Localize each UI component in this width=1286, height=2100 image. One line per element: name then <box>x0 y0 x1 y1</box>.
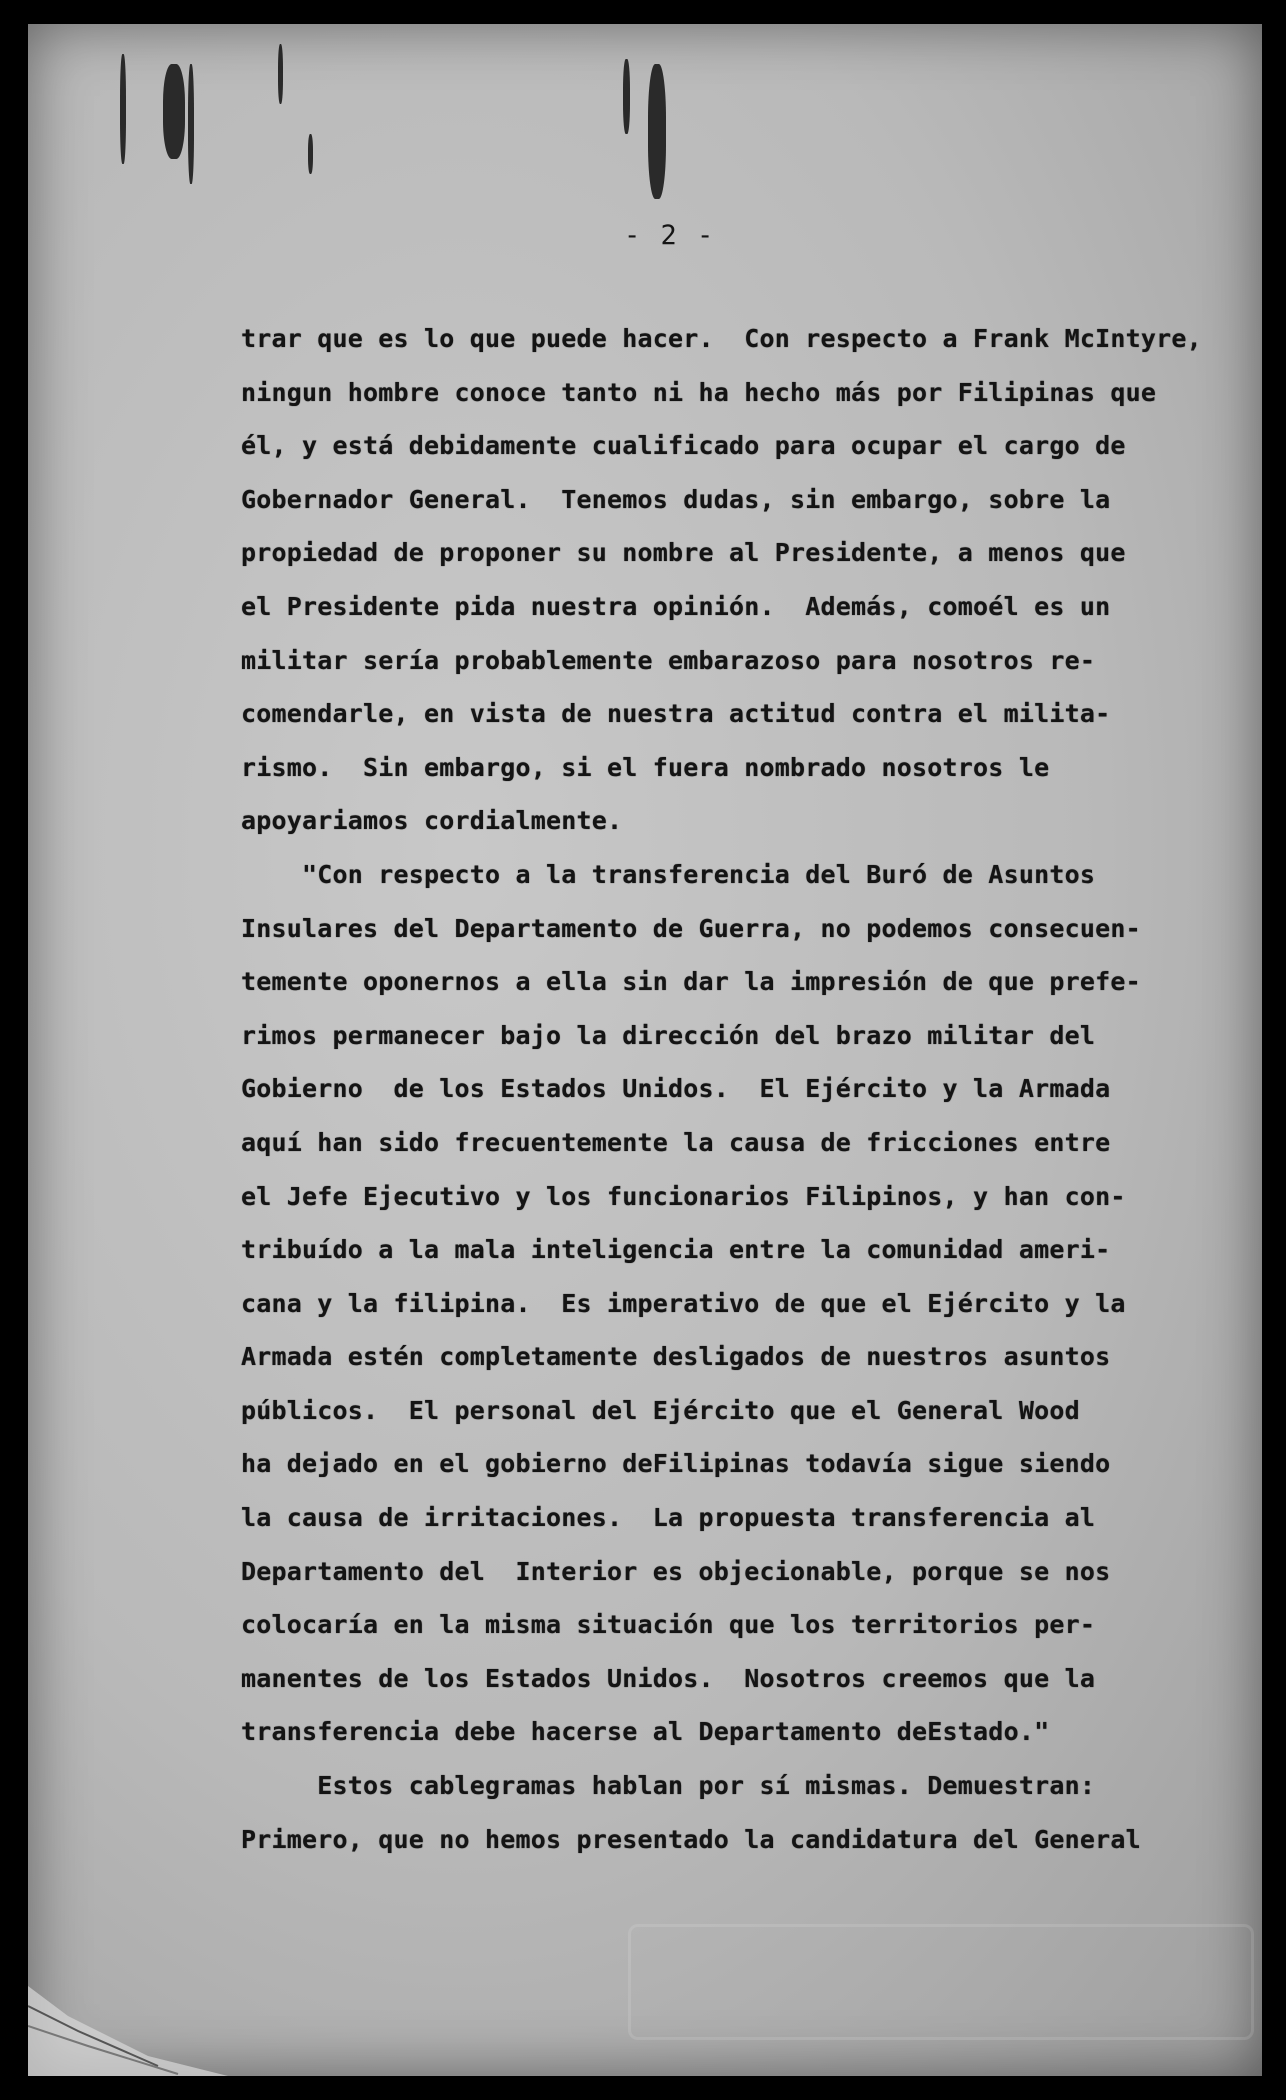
text-line: rismo. Sin embargo, si el fuera nombrado nosotros le <box>241 752 1050 782</box>
page-number: - 2 - <box>624 220 716 251</box>
text-line: ningun hombre conoce tanto ni ha hecho más por Filipinas que <box>241 377 1157 407</box>
text-line: ha dejado en el gobierno deFilipinas todavía sigue siendo <box>241 1449 1111 1479</box>
text-line: propiedad de proponer su nombre al Presidente, a menos que <box>241 538 1126 568</box>
text-line: el Jefe Ejecutivo y los funcionarios Filipinos, y han con- <box>241 1181 1126 1211</box>
document-page <box>28 24 1262 2076</box>
ink-smudge <box>120 54 126 164</box>
corner-fold-icon <box>28 1916 228 2076</box>
ink-smudge <box>278 44 283 104</box>
text-line: rimos permanecer bajo la dirección del brazo militar del <box>241 1020 1096 1050</box>
text-line: apoyariamos cordialmente. <box>241 806 623 836</box>
text-line: Gobernador General. Tenemos dudas, sin embargo, sobre la <box>241 484 1111 514</box>
text-line: militar sería probablemente embarazoso para nosotros re- <box>241 645 1096 675</box>
ink-smudge <box>308 134 313 174</box>
text-line: Insulares del Departamento de Guerra, no podemos consecuen- <box>241 913 1141 943</box>
text-line: cana y la filipina. Es imperativo de que el Ejército y la <box>241 1288 1126 1318</box>
ink-smudge <box>648 64 666 199</box>
text-line: Primero, que no hemos presentado la candidatura del General <box>241 1824 1141 1854</box>
text-line: la causa de irritaciones. La propuesta transferencia al <box>241 1503 1096 1533</box>
text-line: tribuído a la mala inteligencia entre la comunidad ameri- <box>241 1235 1111 1265</box>
text-line: manentes de los Estados Unidos. Nosotros creemos que la <box>241 1663 1096 1693</box>
text-line: públicos. El personal del Ejército que el General Wood <box>241 1395 1080 1425</box>
text-line: colocaría en la misma situación que los territorios per- <box>241 1610 1096 1640</box>
ink-smudge <box>188 64 194 184</box>
faint-stamp-watermark <box>628 1924 1254 2040</box>
text-line: él, y está debidamente cualificado para ocupar el cargo de <box>241 431 1126 461</box>
text-line: aquí han sido frecuentemente la causa de fricciones entre <box>241 1127 1111 1157</box>
text-line: Gobierno de los Estados Unidos. El Ejército y la Armada <box>241 1074 1111 1104</box>
text-line: trar que es lo que puede hacer. Con respecto a Frank McIntyre, <box>241 324 1202 353</box>
body-text <box>241 312 1241 1866</box>
text-line: "Con respecto a la transferencia del Buró de Asuntos <box>241 859 1096 889</box>
text-line: temente oponernos a ella sin dar la impresión de que prefe- <box>241 967 1141 997</box>
text-line: transferencia debe hacerse al Departamento deEstado." <box>241 1717 1050 1747</box>
text-line: el Presidente pida nuestra opinión. Además, comoél es un <box>241 591 1111 621</box>
text-line: Estos cablegramas hablan por sí mismas. Demuestran: <box>241 1771 1096 1801</box>
text-line: Armada estén completamente desligados de nuestros asuntos <box>241 1342 1111 1372</box>
ink-smudge <box>623 59 630 134</box>
text-line: Departamento del Interior es objecionable, porque se nos <box>241 1556 1111 1586</box>
text-line: comendarle, en vista de nuestra actitud contra el milita- <box>241 699 1111 729</box>
ink-smudge <box>163 64 185 159</box>
